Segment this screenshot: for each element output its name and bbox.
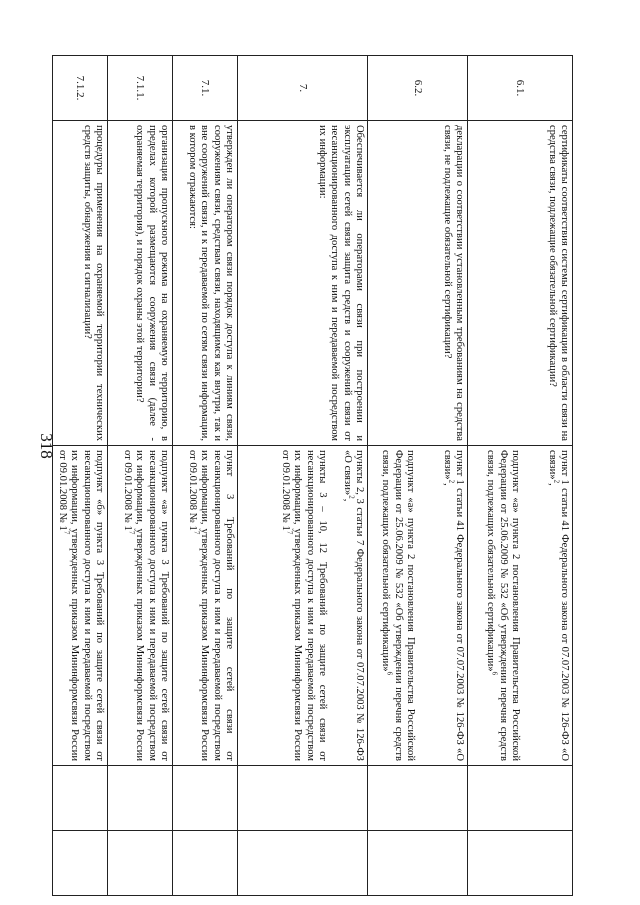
footnote-mark: 7: [127, 530, 136, 535]
empty-cell: [238, 831, 368, 896]
footnote-mark: 2: [552, 479, 561, 484]
footnote-mark: 2: [347, 495, 356, 499]
empty-cell: [368, 766, 468, 831]
reference-text: пункт 1 статьи 41 Федерального закона от 07.07.2003 № 126-ФЗ «О связи»: [441, 450, 465, 761]
reference-cell: [108, 446, 173, 766]
footnote-mark: 7: [192, 530, 201, 535]
table-row: [53, 56, 108, 896]
question-cell: процедуры применения на охраняемой территории технических средств защиты, обнаружения и сигнализации?: [53, 121, 108, 446]
table-row: [468, 56, 573, 896]
table-row: [238, 56, 368, 896]
empty-cell: [108, 766, 173, 831]
reference-cell: [173, 446, 238, 766]
reference-text: подпункт «б» пункта 3 Требований по защите сетей связи от несанкционированного доступа к ним и передаваемой посредством их информации, утвержденных приказом Мининформсвязи России от 09.01.2008 № 1: [56, 450, 105, 761]
reference-cell: пункт 1 статьи 41 Федерального закона от 07.07.2003 № 126-ФЗ «О связи»$^2$, подпункт «а» пункта 2 постановления Правительства Российской Федерации от 25.06.2009 № 532 «Об утверждении перечня средств связи, подлежащих обязательной сертификации»$^6$: [468, 446, 573, 766]
empty-cell: [238, 766, 368, 831]
reference-text: пункты 2, 3 статьи 7 Федерального закона от 07.07.2003 № 126-ФЗ «О связи»: [341, 450, 365, 761]
footnote-mark: 2: [447, 479, 456, 484]
empty-cell: [53, 831, 108, 896]
question-cell: Обеспечивается ли операторами связи при построении и эксплуатации сетей связи защита средств и сооружений связи от несанкционированного доступа к ним и передаваемой посредством их информации:: [238, 121, 368, 446]
question-cell: утвержден ли оператором связи порядок доступа к линиям связи, сооружениям связи, средствам связи, находящимся как внутри, так и вне сооружений связи, и к передаваемой по сетям связи информации, в котором отражаются:: [173, 121, 238, 446]
footnote-mark: 7: [285, 530, 294, 535]
question-cell: сертификаты соответствия системы сертификации в области связи на средства связи, подлежащие обязательной сертификации?: [468, 121, 573, 446]
empty-cell: [468, 831, 573, 896]
footnote-mark: 6: [490, 671, 499, 676]
empty-cell: [173, 831, 238, 896]
row-number: 7.: [238, 56, 368, 121]
empty-cell: [53, 766, 108, 831]
reference-text: подпункт «а» пункта 3 Требований по защите сетей связи от несанкционированного доступа к ним и передаваемой посредством их информации, утвержденных приказом Мининформсвязи России от 09.01.2008 № 1: [121, 450, 170, 761]
page-number: 318: [37, 433, 56, 459]
empty-cell: [108, 831, 173, 896]
table-row: [173, 56, 238, 896]
rotated-page: [56, 55, 573, 895]
empty-cell: [468, 766, 573, 831]
reference-text: подпункт «а» пункта 2 постановления Правительства Российской Федерации от 25.06.2009 № 532 «Об утверждении перечня средств связи, подлежащих обязательной сертификации»: [485, 450, 522, 761]
reference-cell: [53, 446, 108, 766]
row-number: 6.1.: [468, 56, 573, 121]
reference-cell: пункт 1 статьи 41 Федерального закона от 07.07.2003 № 126-ФЗ «О связи»$^2$, подпункт «а» пункта 2 постановления Правительства Российской Федерации от 25.06.2009 № 532 «Об утверждении перечня средств связи, подлежащих обязательной сертификации»$^6$: [368, 446, 468, 766]
question-cell: организация пропускного режима на охраняемую территорию, в пределах которой размещаются сооружения связи (далее - охраняемая территория), и порядок охраны этой территории?: [108, 121, 173, 446]
question-cell: декларации о соответствии установленным требованиям на средства связи, не подлежащие обязательной сертификации?: [368, 121, 468, 446]
row-number: 7.1.: [173, 56, 238, 121]
empty-cell: [368, 831, 468, 896]
row-number: 7.1.2.: [53, 56, 108, 121]
row-number: 6.2.: [368, 56, 468, 121]
requirements-table: [52, 55, 573, 896]
footnote-mark: 6: [385, 671, 394, 676]
empty-cell: [173, 766, 238, 831]
reference-text: пункт 1 статьи 41 Федерального закона от 07.07.2003 № 126-ФЗ «О связи»: [546, 450, 570, 761]
reference-text: пункт 3 Требований по защите сетей связи от несанкционированного доступа к ним и передаваемой посредством их информации, утвержденных приказом Мининформсвязи России от 09.01.2008 № 1: [186, 450, 235, 761]
row-number: 7.1.1.: [108, 56, 173, 121]
reference-text: подпункт «а» пункта 2 постановления Правительства Российской Федерации от 25.06.2009 № 532 «Об утверждении перечня средств связи, подлежащих обязательной сертификации»: [380, 450, 417, 761]
reference-text: пункты 3 – 10, 12 Требований по защите сетей связи от несанкционированного доступа к ним и передаваемой посредством их информации, утвержденных приказом Мининформсвязи России от 09.01.2008 № 1: [279, 450, 329, 761]
reference-cell: пункты 2, 3 статьи 7 Федерального закона от 07.07.2003 № 126-ФЗ «О связи»$^2$, пункты 3 – 10, 12 Требований по защите сетей связи от несанкционированного доступа к ним и передаваемой посредством их информации, утвержденных приказом Мининформсвязи России от 09.01.2008 № $1^7$: [238, 446, 368, 766]
footnote-mark: 7: [62, 530, 71, 535]
table-row: [108, 56, 173, 896]
table-row: [368, 56, 468, 896]
